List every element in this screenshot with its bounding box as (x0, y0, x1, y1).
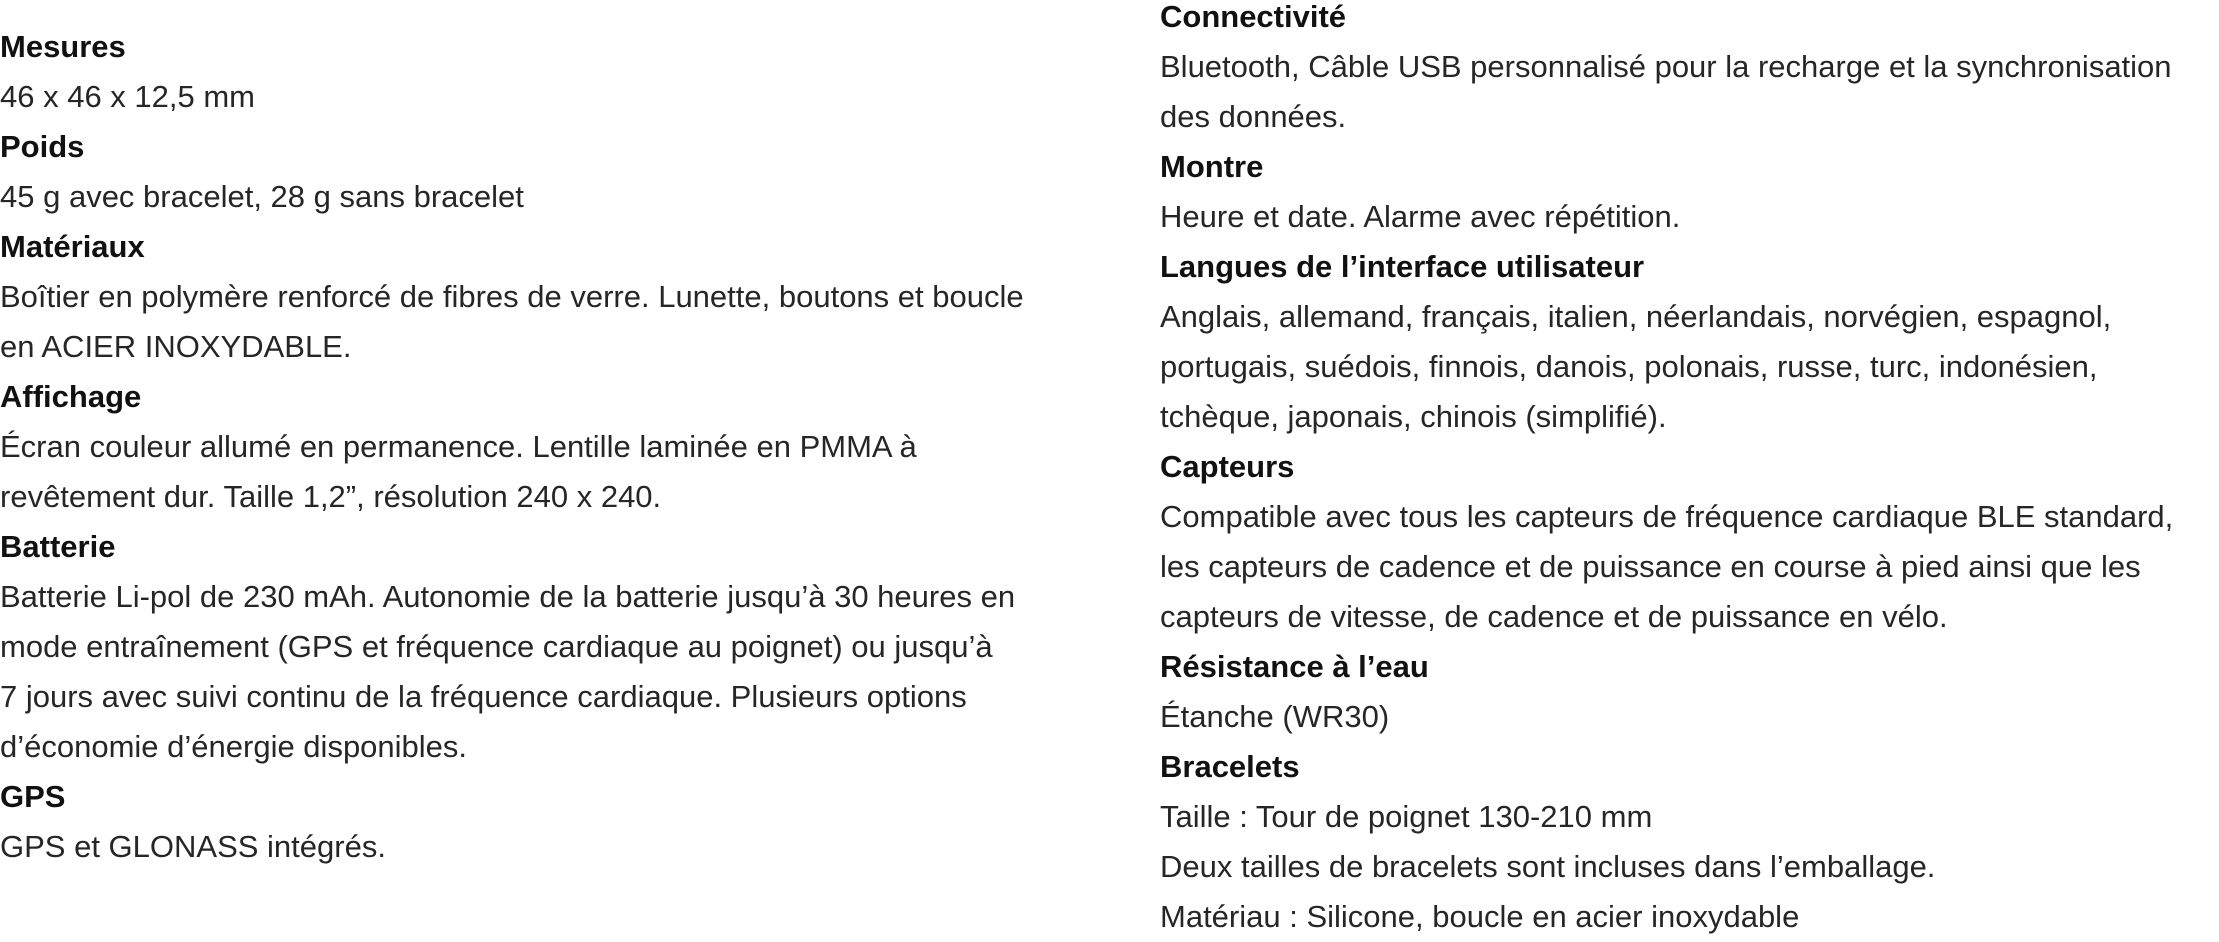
spec-value-montre: Heure et date. Alarme avec répétition. (1160, 199, 1681, 234)
spec-title-capteurs: Capteurs (1160, 449, 1295, 484)
spec-value-materiaux-line: Boîtier en polymère renforcé de fibres de verre. Lunette, boutons et boucle (0, 279, 1024, 314)
spec-value-connectivite-line: Bluetooth, Câble USB personnalisé pour la recharge et la synchronisation (1160, 49, 2172, 84)
spec-value-gps: GPS et GLONASS intégrés. (0, 829, 386, 864)
spec-value-langues-line: tchèque, japonais, chinois (simplifié). (1160, 399, 1667, 434)
spec-value-batterie-line: d’économie d’énergie disponibles. (0, 729, 468, 764)
spec-value-batterie-line: 7 jours avec suivi continu de la fréquence cardiaque. Plusieurs options (0, 679, 967, 714)
spec-title-batterie: Batterie (0, 529, 116, 564)
spec-title-connectivite: Connectivité (1160, 0, 1347, 34)
spec-value-bracelets-line: Deux tailles de bracelets sont incluses dans l’emballage. (1160, 849, 1936, 884)
spec-value-batterie-line: Batterie Li-pol de 230 mAh. Autonomie de la batterie jusqu’à 30 heures en (0, 579, 1016, 614)
spec-value-poids: 45 g avec bracelet, 28 g sans bracelet (0, 179, 524, 214)
spec-title-mesures: Mesures (0, 29, 126, 64)
spec-value-bracelets-line: Taille : Tour de poignet 130-210 mm (1160, 799, 1653, 834)
spec-value-affichage-line: revêtement dur. Taille 1,2”, résolution 240 x 240. (0, 479, 662, 514)
spec-bracelets (1160, 742, 2219, 942)
spec-title-bracelets: Bracelets (1160, 749, 1300, 784)
specs-right-column (1160, 0, 2219, 942)
spec-title-gps: GPS (0, 779, 66, 814)
spec-value-langues-line: Anglais, allemand, français, italien, néerlandais, norvégien, espagnol, (1160, 299, 2112, 334)
spec-title-affichage: Affichage (0, 379, 142, 414)
spec-title-poids: Poids (0, 129, 85, 164)
spec-connectivite (1160, 0, 2219, 142)
spec-value-affichage-line: Écran couleur allumé en permanence. Lentille laminée en PMMA à (0, 429, 917, 464)
spec-capteurs (1160, 442, 2219, 642)
spec-value-langues-line: portugais, suédois, finnois, danois, polonais, russe, turc, indonésien, (1160, 349, 2098, 384)
spec-title-materiaux: Matériaux (0, 229, 145, 264)
spec-resistance-eau (1160, 642, 2219, 742)
spec-value-capteurs-line: les capteurs de cadence et de puissance en course à pied ainsi que les (1160, 549, 2141, 584)
spec-value-capteurs-line: capteurs de vitesse, de cadence et de puissance en vélo. (1160, 599, 1948, 634)
spec-poids (0, 122, 1140, 222)
spec-batterie (0, 522, 1140, 772)
spec-gps (0, 772, 1140, 872)
spec-mesures (0, 22, 1140, 122)
spec-title-montre: Montre (1160, 149, 1264, 184)
spec-title-resistance-eau: Résistance à l’eau (1160, 649, 1429, 684)
spec-title-langues: Langues de l’interface utilisateur (1160, 249, 1645, 284)
spec-value-materiaux-line: en ACIER INOXYDABLE. (0, 329, 352, 364)
spec-materiaux (0, 222, 1140, 372)
specs-left-column (0, 22, 1140, 872)
spec-value-bracelets-line: Matériau : Silicone, boucle en acier inoxydable (1160, 899, 1800, 934)
spec-affichage (0, 372, 1140, 522)
spec-montre (1160, 142, 2219, 242)
spec-value-mesures: 46 x 46 x 12,5 mm (0, 79, 256, 114)
spec-langues (1160, 242, 2219, 442)
spec-value-capteurs-line: Compatible avec tous les capteurs de fréquence cardiaque BLE standard, (1160, 499, 2174, 534)
spec-value-batterie-line: mode entraînement (GPS et fréquence cardiaque au poignet) ou jusqu’à (0, 629, 993, 664)
spec-value-resistance-eau: Étanche (WR30) (1160, 699, 1390, 734)
spec-value-connectivite-line: des données. (1160, 99, 1347, 134)
